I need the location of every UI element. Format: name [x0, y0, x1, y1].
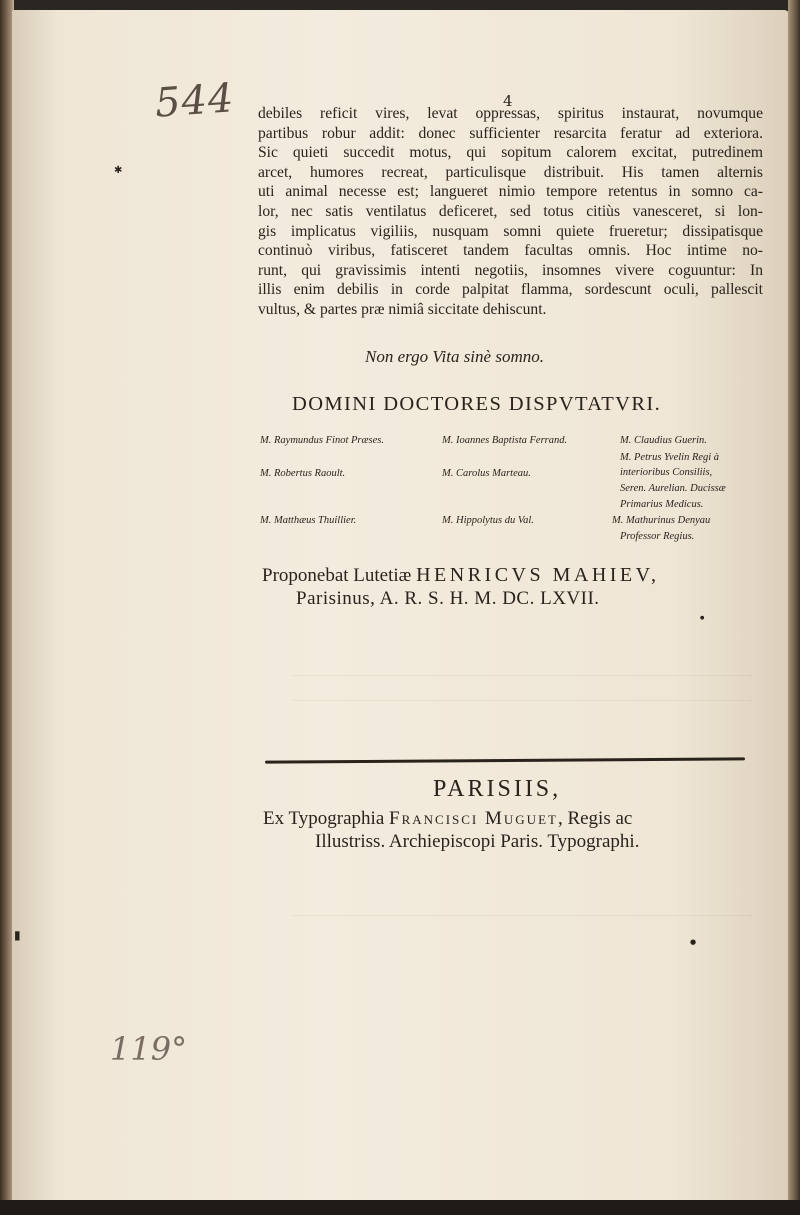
body-text [258, 104, 763, 320]
doctor-name: M. Robertus Raoult. [260, 468, 346, 479]
doctor-name: M. Ioannes Baptista Ferrand. [442, 435, 568, 446]
body-line: debiles reficit vires, levat oppressas, spiritus instaurat, novumque [258, 105, 763, 122]
doctor-name: M. Claudius Guerin. [620, 435, 707, 446]
printer-name: Francisci Muguet [389, 808, 558, 829]
body-line: vultus, & partes præ nimiâ siccitate dehiscunt. [258, 300, 547, 318]
doctor-name: M. Hippolytus du Val. [442, 515, 534, 526]
ink-dot: ✱ [114, 165, 123, 176]
imprint-prefix: Ex Typographia [263, 808, 385, 829]
doctor-title: Primarius Medicus. [620, 499, 704, 510]
body-line: lor, nec satis ventilatus deficeret, sed totus citiùs vanesceret, si lon- [258, 202, 763, 220]
respondent-line [262, 564, 660, 587]
ink-dot: ● [690, 938, 697, 946]
page-edge [788, 0, 800, 1215]
ink-dot: ▮ [14, 928, 21, 942]
page-number: 4 [503, 92, 513, 110]
bleed-through [292, 915, 752, 916]
respondent-prefix: Proponebat Lutetiæ [262, 565, 412, 586]
doctor-title: interioribus Consiliis, [620, 467, 713, 478]
imprint-line-2: Illustriss. Archiepiscopi Paris. Typographi. [315, 831, 640, 852]
imprint-place: PARISIIS, [433, 776, 562, 802]
bleed-through [292, 700, 752, 701]
scan-border [0, 1200, 800, 1215]
body-line: gis implicatus vigiliis, nusquam somni quiete frueretur; dissipatisque [258, 222, 763, 240]
handwritten-note: 119° [110, 1030, 188, 1068]
body-line: illis enim debilis in corde palpitat flamma, sordescunt oculi, pallescit [258, 281, 763, 299]
doctor-name: M. Mathurinus Denyau [612, 515, 711, 526]
doctor-title: Professor Regius. [620, 531, 695, 542]
date-line: Parisinus, A. R. S. H. M. DC. LXVII. [296, 588, 600, 609]
doctor-name: M. Matthæus Thuillier. [260, 515, 357, 526]
imprint-suffix: , Regis ac [557, 808, 633, 829]
handwritten-folio-number: 544 [153, 75, 236, 127]
body-line: uti animal necesse est; langueret nimio tempore retentus in somno ca- [258, 183, 763, 201]
body-line: runt, qui gravissimis intenti negotiis, insomnes vivere coguuntur: In [258, 261, 763, 279]
respondent-name: HENRICVS MAHIEV, [416, 564, 660, 586]
doctor-name: M. Carolus Marteau. [442, 468, 531, 479]
doctors-heading: DOMINI DOCTORES DISPVTATVRI. [292, 393, 662, 415]
body-line: arcet, humores recreat, particulisque distribuit. His tamen alternis [258, 163, 763, 181]
doctor-title: Seren. Aurelian. Ducissæ [620, 483, 726, 494]
conclusion: Non ergo Vita sinè somno. [365, 347, 544, 366]
body-line: partibus robur addit: donec sufficienter resarcita feratur ad exteriora. [258, 124, 763, 142]
doctor-name: M. Raymundus Finot Præses. [260, 435, 384, 446]
bleed-through [292, 675, 752, 676]
body-line: Sic quieti succedit motus, qui sopitum calorem excitat, putredinem [258, 144, 763, 162]
imprint [263, 807, 639, 853]
body-line: continuò viribus, fatisceret tandem facultas omnis. Hoc intime no- [258, 242, 763, 260]
ink-dot: ● [700, 615, 705, 621]
doctor-name: M. Petrus Yvelin Regi à [620, 452, 720, 463]
